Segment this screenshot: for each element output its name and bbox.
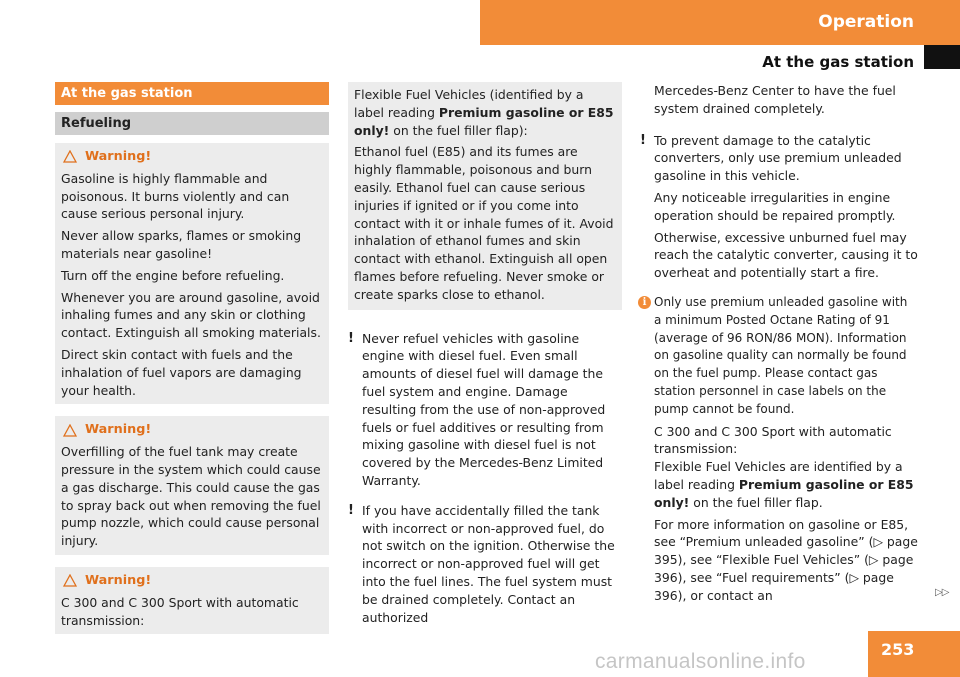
column-2	[348, 82, 622, 630]
info-note	[640, 294, 918, 605]
header-section-title: Operation	[818, 12, 914, 32]
warning-box-1	[55, 143, 329, 404]
box-paragraph-2: Ethanol fuel (E85) and its fumes are highly flammable, poisonous and burn easily. Ethanol fuel can cause serious injuries if ignited or if you come into contact with it or inhale fumes of it. Avoid inhalation of ethanol fumes and skin contact with ethanol. Extinguish all open flames before refueling. Never smoke or create sparks close to ethanol.	[354, 144, 614, 302]
warning-paragraph: Direct skin contact with fuels and the inhalation of fuel vapors are damaging your health.	[61, 346, 302, 398]
info-text-line: C 300 and C 300 Sport with automatic transmission:	[654, 423, 892, 457]
caution-note-3	[640, 132, 918, 282]
warning-paragraph: Gasoline is highly flammable and poisonous. It burns violently and can cause serious personal injury.	[61, 170, 290, 222]
page-number: 253	[868, 631, 960, 677]
info-text: Only use premium unleaded gasoline with a minimum Posted Octane Rating of 91 (average of 96 RON/86 MON). Information on gasoline quality can normally be found on the fuel pump. Please contact gas station personnel in case labels on the pump cannot be found.	[654, 294, 908, 416]
watermark: carmanualsonline.info	[595, 650, 806, 673]
column-1	[55, 82, 329, 634]
warning-paragraph: C 300 and C 300 Sport with automatic transmission:	[61, 594, 299, 628]
continued-text	[640, 82, 918, 118]
header-subsection-title: At the gas station	[762, 53, 914, 71]
warning-triangle-icon	[63, 150, 77, 163]
column-3	[640, 82, 918, 609]
header-black-tab	[924, 45, 960, 69]
note-text: To prevent damage to the catalytic converters, only use premium unleaded gasoline in this vehicle.	[654, 132, 902, 184]
info-text	[654, 423, 918, 512]
warning-title-text: Warning!	[85, 422, 152, 438]
warning-triangle-icon	[63, 424, 77, 437]
fuel-label-text: Premium gasoline or E85 only!	[654, 476, 914, 510]
info-icon: i	[638, 296, 651, 309]
warning-title	[61, 148, 324, 166]
note-text: Never refuel vehicles with gasoline engine with diesel fuel. Even small amounts of diesel fuel will damage the fuel system and engine. Damage resulting from the use of non-approved fuels or fuel additives or resulting from mixing gasoline with diesel fuel is not covered by the Mercedes-Benz Limited Warranty.	[362, 330, 606, 488]
section-heading: At the gas station	[55, 82, 329, 105]
info-text-line: on the fuel filler flap.	[689, 494, 823, 510]
exclamation-icon: !	[348, 330, 354, 346]
info-text-line: Flexible Fuel Vehicles are identified by a label reading	[654, 459, 903, 492]
note-text: If you have accidentally filled the tank with incorrect or non-approved fuel, do not switch on the ignition. Otherwise the incorrect or non-approved fuel will get into the fuel lines. The fuel system must be drained completely. Contact an authorized	[362, 502, 615, 625]
warning-title	[61, 572, 324, 590]
fuel-label-text: Premium gasoline or E85 only!	[354, 104, 614, 138]
exclamation-icon: !	[348, 502, 354, 518]
box-text: Flexible Fuel Vehicles (identified by a label reading	[354, 87, 584, 120]
warning-title-text: Warning!	[85, 572, 152, 588]
warning-box-3	[55, 567, 329, 634]
continued-arrow-icon: ▷▷	[935, 587, 949, 598]
warning-title	[61, 421, 324, 439]
warning-box-2	[55, 416, 329, 555]
subsection-heading: Refueling	[55, 112, 329, 135]
exclamation-icon: !	[640, 132, 646, 148]
box-text: on the fuel filler flap):	[389, 122, 528, 138]
note-text: Any noticeable irregularities in engine operation should be repaired promptly.	[654, 189, 896, 223]
warning-paragraph: Never allow sparks, flames or smoking materials near gasoline!	[61, 228, 302, 261]
box-paragraph-1	[354, 86, 616, 139]
warning-paragraph: Turn off the engine before refueling.	[61, 267, 285, 283]
note-text: Mercedes-Benz Center to have the fuel system drained completely.	[654, 83, 896, 116]
warning-paragraph: Overfilling of the fuel tank may create pressure in the system which could cause a gas discharge. This could cause the gas to spray back out when removing the fuel pump nozzle, which could cause personal injury.	[61, 444, 321, 549]
warning-paragraph: Whenever you are around gasoline, avoid inhaling fumes and any skin or clothing contact. Extinguish all smoking materials.	[61, 289, 321, 341]
info-text: For more information on gasoline or E85, see “Premium unleaded gasoline” (▷ page 395), see “Flexible Fuel Vehicles” (▷ page 396), see “Fuel requirements” (▷ page 396), or contact an	[654, 516, 918, 603]
note-text: Otherwise, excessive unburned fuel may reach the catalytic converter, causing it to overheat and potentially start a fire.	[654, 229, 918, 281]
caution-note-1	[348, 330, 622, 490]
warning-triangle-icon	[63, 574, 77, 587]
caution-note-2	[348, 502, 622, 627]
warning-continuation-box	[348, 82, 622, 310]
warning-title-text: Warning!	[85, 149, 152, 164]
